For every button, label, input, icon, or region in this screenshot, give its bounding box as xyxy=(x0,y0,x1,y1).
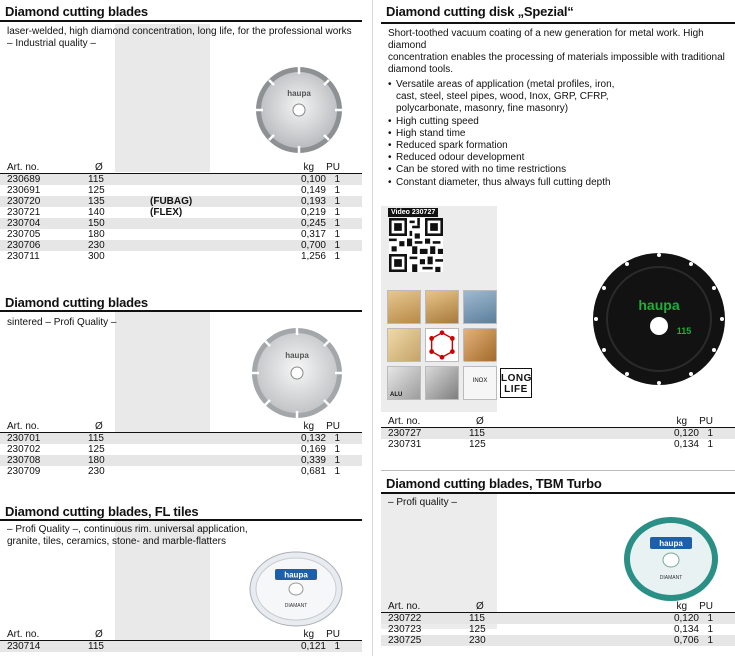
cell-diameter: 115 xyxy=(88,641,104,652)
pipe-icon xyxy=(463,328,497,362)
header-diameter: Ø xyxy=(95,421,103,432)
cell-diameter: 125 xyxy=(469,439,486,450)
blade-brand-text: haupa xyxy=(638,297,680,313)
feature-item-continued: polycarbonate, masonry, fine masonry) xyxy=(396,103,569,115)
section-diamond-disk-spezial xyxy=(381,0,735,460)
life-label: LIFE xyxy=(504,384,528,395)
cell-art-no: 230721 xyxy=(7,207,41,218)
cell-diameter: 230 xyxy=(469,635,486,646)
table-row xyxy=(0,196,362,207)
cell-diameter: 115 xyxy=(88,174,104,185)
header-pu: PU xyxy=(699,416,713,427)
header-pu: PU xyxy=(326,421,340,432)
cell-kg: 0,706 xyxy=(673,635,699,646)
section-diamond-blades-laser xyxy=(0,0,362,290)
table-row xyxy=(0,444,362,455)
section-description xyxy=(7,524,248,548)
blade-image xyxy=(249,547,343,627)
title-rule xyxy=(0,310,362,312)
cell-note: (FUBAG) xyxy=(150,196,193,207)
cell-diameter: 135 xyxy=(88,196,105,207)
cell-pu: 1 xyxy=(707,439,713,450)
cell-art-no: 230704 xyxy=(7,218,41,229)
cell-kg: 0,120 xyxy=(673,613,699,624)
header-pu: PU xyxy=(326,162,340,173)
table-row xyxy=(0,185,362,196)
cell-pu: 1 xyxy=(334,207,340,218)
cell-kg: 0,134 xyxy=(673,439,699,450)
cell-pu: 1 xyxy=(334,196,340,207)
table-row xyxy=(381,428,735,439)
cell-diameter: 125 xyxy=(88,444,105,455)
multi-material-icon xyxy=(425,328,459,362)
title-rule xyxy=(381,492,735,494)
section-title: Diamond cutting disk „Spezial“ xyxy=(386,4,574,19)
table-header xyxy=(0,162,362,174)
product-table xyxy=(0,629,362,652)
header-kg: kg xyxy=(676,416,687,427)
cell-pu: 1 xyxy=(707,624,713,635)
cell-pu: 1 xyxy=(334,218,340,229)
cell-art-no: 230706 xyxy=(7,240,41,251)
cell-art-no: 230702 xyxy=(7,444,41,455)
cell-art-no: 230727 xyxy=(388,428,422,439)
desc-line: sintered – Profi Quality – xyxy=(7,317,117,328)
cell-note: (FLEX) xyxy=(150,207,183,218)
feature-item: • High stand time xyxy=(388,128,614,140)
header-diameter: Ø xyxy=(476,601,484,612)
cell-kg: 0,120 xyxy=(673,428,699,439)
desc-line: concentration enables the processing of materials impossible with traditional xyxy=(388,52,725,63)
blade-sub-text: DIAMANT xyxy=(284,603,308,609)
table-row xyxy=(0,218,362,229)
cell-kg: 0,132 xyxy=(300,433,326,444)
header-diameter: Ø xyxy=(476,416,484,427)
cell-kg: 0,219 xyxy=(300,207,326,218)
blade-image xyxy=(592,244,726,394)
header-art-no: Art. no. xyxy=(7,421,40,432)
cell-kg: 0,100 xyxy=(300,174,326,185)
cell-pu: 1 xyxy=(334,229,340,240)
section-description xyxy=(7,317,117,329)
cell-diameter: 115 xyxy=(88,433,104,444)
desc-line: laser-welded, high diamond concentration, long life, for the professional works xyxy=(7,26,352,37)
desc-line: diamond tools. xyxy=(388,64,454,75)
table-row xyxy=(0,433,362,444)
cell-art-no: 230725 xyxy=(388,635,422,646)
section-description xyxy=(388,28,735,76)
product-table xyxy=(381,601,735,646)
blade-image xyxy=(623,516,719,602)
cell-art-no: 230709 xyxy=(7,466,41,477)
cell-pu: 1 xyxy=(707,428,713,439)
cell-art-no: 230689 xyxy=(7,174,41,185)
blade-sub-text: DIAMANT xyxy=(659,575,683,581)
cell-kg: 0,317 xyxy=(300,229,326,240)
cell-diameter: 150 xyxy=(88,218,105,229)
table-row xyxy=(0,207,362,218)
table-row xyxy=(0,641,362,652)
table-header xyxy=(0,421,362,433)
masonry-icon xyxy=(387,328,421,362)
header-diameter: Ø xyxy=(95,162,103,173)
section-diamond-blades-fl-tiles xyxy=(0,500,362,656)
composite-icon xyxy=(463,290,497,324)
cell-diameter: 125 xyxy=(88,185,105,196)
cell-pu: 1 xyxy=(334,174,340,185)
right-column xyxy=(381,0,735,656)
product-table xyxy=(381,416,735,450)
blade-brand-text: haupa xyxy=(285,351,309,360)
table-row xyxy=(0,466,362,477)
section-description xyxy=(388,497,457,509)
long-life-badge xyxy=(500,368,532,398)
cell-art-no: 230731 xyxy=(388,439,422,450)
qr-code-icon[interactable] xyxy=(389,218,443,272)
cell-art-no: 230714 xyxy=(7,641,41,652)
cell-pu: 1 xyxy=(334,455,340,466)
video-label: Video 230727 xyxy=(388,208,438,217)
cell-kg: 0,700 xyxy=(300,240,326,251)
table-row xyxy=(381,624,735,635)
title-rule xyxy=(0,20,362,22)
section-description xyxy=(7,26,352,50)
feature-item: • Reduced odour development xyxy=(388,152,614,164)
alu-label: ALU xyxy=(390,392,403,398)
table-row xyxy=(0,251,362,262)
feature-item: • Versatile areas of application (metal profiles, iron, xyxy=(388,79,614,91)
cell-kg: 0,193 xyxy=(300,196,326,207)
wood-icon xyxy=(387,290,421,324)
feature-item: • High cutting speed xyxy=(388,116,614,128)
cell-kg: 0,339 xyxy=(300,455,326,466)
cell-art-no: 230720 xyxy=(7,196,41,207)
cell-kg: 0,121 xyxy=(300,641,326,652)
desc-line: granite, tiles, ceramics, stone- and marble-flatters xyxy=(7,536,226,547)
cell-kg: 0,134 xyxy=(673,624,699,635)
blade-image xyxy=(251,327,343,419)
feature-item-continued: cast, steel, steel pipes, wood, Inox, GRP, CFRP, xyxy=(396,91,609,103)
cell-pu: 1 xyxy=(334,641,340,652)
cell-pu: 1 xyxy=(334,185,340,196)
left-column xyxy=(0,0,362,656)
blade-image xyxy=(255,66,343,154)
cell-pu: 1 xyxy=(334,444,340,455)
cell-pu: 1 xyxy=(334,466,340,477)
table-row xyxy=(0,240,362,251)
cell-art-no: 230701 xyxy=(7,433,41,444)
feature-item: • Can be stored with no time restrictions xyxy=(388,164,614,176)
table-row xyxy=(381,613,735,624)
table-row xyxy=(0,229,362,240)
table-header xyxy=(381,416,735,428)
desc-line: – Profi quality – xyxy=(388,497,457,508)
cell-art-no: 230723 xyxy=(388,624,422,635)
title-rule xyxy=(0,519,362,521)
cell-pu: 1 xyxy=(334,251,340,262)
section-title: Diamond cutting blades, TBM Turbo xyxy=(386,476,602,491)
blade-brand-text: haupa xyxy=(659,539,683,548)
header-kg: kg xyxy=(303,629,314,640)
cell-kg: 0,681 xyxy=(300,466,326,477)
cell-art-no: 230722 xyxy=(388,613,422,624)
cell-art-no: 230705 xyxy=(7,229,41,240)
cell-art-no: 230711 xyxy=(7,251,40,262)
cell-art-no: 230708 xyxy=(7,455,41,466)
cell-diameter: 180 xyxy=(88,229,105,240)
header-pu: PU xyxy=(326,629,340,640)
cell-diameter: 140 xyxy=(88,207,105,218)
blade-brand-text: haupa xyxy=(287,89,311,98)
header-diameter: Ø xyxy=(95,629,103,640)
cell-diameter: 125 xyxy=(469,624,486,635)
cell-pu: 1 xyxy=(334,240,340,251)
table-header xyxy=(0,629,362,641)
table-header xyxy=(381,601,735,613)
long-label: LONG xyxy=(501,373,532,384)
feature-item: • Reduced spark formation xyxy=(388,140,614,152)
section-diamond-blades-sintered xyxy=(0,291,362,487)
product-table xyxy=(0,162,362,262)
cell-diameter: 230 xyxy=(88,240,105,251)
cell-diameter: 300 xyxy=(88,251,105,262)
steel-profile-icon xyxy=(425,366,459,400)
cell-diameter: 180 xyxy=(88,455,105,466)
table-row xyxy=(381,635,735,646)
cell-kg: 0,169 xyxy=(300,444,326,455)
table-row xyxy=(0,455,362,466)
header-art-no: Art. no. xyxy=(388,601,421,612)
section-title: Diamond cutting blades xyxy=(5,4,148,19)
cell-diameter: 115 xyxy=(469,613,485,624)
cell-diameter: 115 xyxy=(469,428,485,439)
cell-pu: 1 xyxy=(707,613,713,624)
title-rule xyxy=(381,22,735,24)
cell-pu: 1 xyxy=(707,635,713,646)
inox-label: INOX xyxy=(472,378,488,384)
inox-icon xyxy=(463,366,497,400)
section-top-rule xyxy=(381,470,735,471)
desc-line: Short-toothed vacuum coating of a new generation for metal work. High diamond xyxy=(388,28,704,51)
section-diamond-blades-tbm-turbo xyxy=(381,470,735,656)
blade-brand-text: haupa xyxy=(284,570,308,580)
cell-pu: 1 xyxy=(334,433,340,444)
header-kg: kg xyxy=(303,421,314,432)
alu-icon xyxy=(387,366,421,400)
header-kg: kg xyxy=(676,601,687,612)
cell-kg: 1,256 xyxy=(300,251,326,262)
desc-line: – Industrial quality – xyxy=(7,38,96,49)
section-title: Diamond cutting blades xyxy=(5,295,148,310)
plywood-icon xyxy=(425,290,459,324)
cell-kg: 0,149 xyxy=(300,185,326,196)
header-art-no: Art. no. xyxy=(7,629,40,640)
header-art-no: Art. no. xyxy=(7,162,40,173)
cell-kg: 0,245 xyxy=(300,218,326,229)
feature-list xyxy=(388,79,614,189)
header-kg: kg xyxy=(303,162,314,173)
table-row xyxy=(0,174,362,185)
header-pu: PU xyxy=(699,601,713,612)
table-row xyxy=(381,439,735,450)
column-divider xyxy=(372,0,373,656)
section-title: Diamond cutting blades, FL tiles xyxy=(5,504,199,519)
blade-size-text: 115 xyxy=(676,326,692,336)
header-art-no: Art. no. xyxy=(388,416,421,427)
feature-item: • Constant diameter, thus always full cutting depth xyxy=(388,177,614,189)
desc-line: – Profi Quality –, continuous rim. universal application, xyxy=(7,524,248,535)
product-table xyxy=(0,421,362,477)
cell-diameter: 230 xyxy=(88,466,105,477)
cell-art-no: 230691 xyxy=(7,185,41,196)
